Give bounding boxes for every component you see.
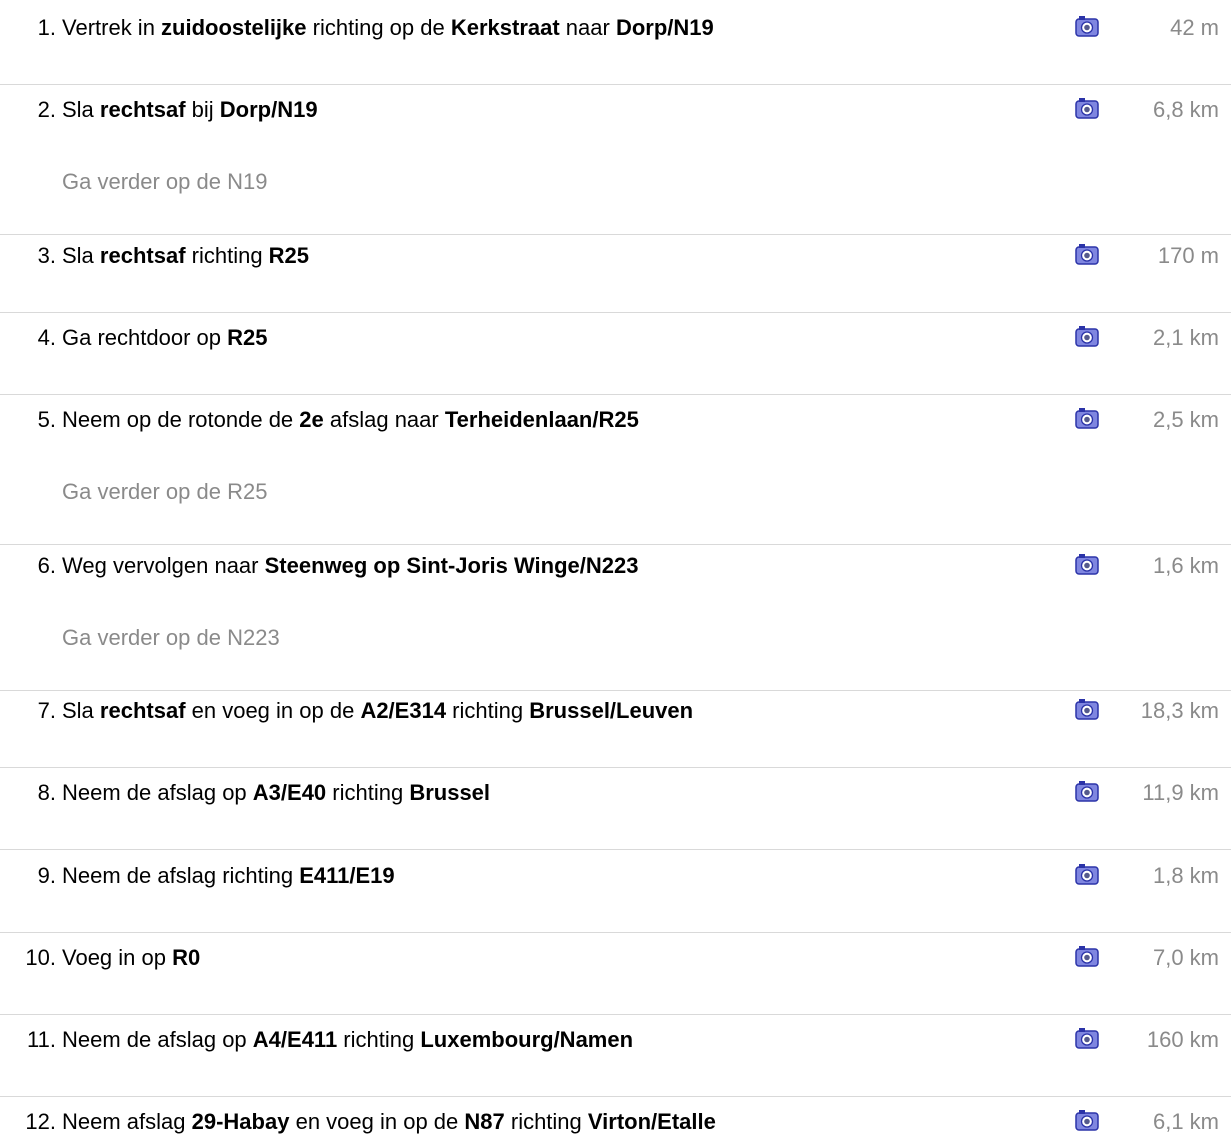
instruction-emphasis: N87 [464, 1109, 505, 1134]
instruction-emphasis: R25 [227, 325, 268, 350]
step-instruction [62, 1020, 633, 1060]
instruction-text: Neem de afslag op [62, 1027, 253, 1052]
step-number: 9. [37, 863, 56, 888]
camera-icon[interactable] [1075, 325, 1099, 347]
step-instruction [62, 1102, 716, 1140]
step-row[interactable] [0, 1102, 1231, 1140]
instruction-text: Voeg in op [62, 945, 173, 970]
instruction-text: Ga rechtdoor op [62, 325, 228, 350]
step-note: Ga verder op de R25 [62, 479, 268, 504]
step-number: 2. [37, 97, 56, 122]
step-note: Ga verder op de N19 [62, 169, 268, 194]
instruction-emphasis: Virton/Etalle [587, 1109, 716, 1134]
step-distance: 170 m [1157, 243, 1219, 268]
step-row[interactable] [0, 318, 1231, 358]
camera-icon[interactable] [1075, 15, 1099, 37]
step-number: 5. [37, 407, 56, 432]
step-number: 10. [25, 945, 56, 970]
instruction-text: richting op de [306, 15, 451, 40]
step-instruction [62, 938, 200, 978]
step-row[interactable] [0, 546, 1231, 586]
instruction-text: Neem op de rotonde de [62, 407, 300, 432]
step-distance: 18,3 km [1140, 698, 1219, 723]
step-instruction [62, 691, 693, 731]
step-divider [0, 932, 1231, 933]
step-distance: 1,6 km [1152, 553, 1219, 578]
step-number: 11. [27, 1027, 56, 1052]
instruction-emphasis: Dorp/N19 [219, 97, 318, 122]
step-divider [0, 767, 1231, 768]
step-row[interactable] [0, 691, 1231, 731]
instruction-text: Neem afslag [62, 1109, 192, 1134]
instruction-emphasis: Luxembourg/Namen [420, 1027, 634, 1052]
step-row[interactable] [0, 1020, 1231, 1060]
instruction-text: richting [446, 698, 530, 723]
instruction-emphasis: rechtsaf [99, 97, 186, 122]
camera-icon[interactable] [1075, 780, 1099, 802]
instruction-text: richting [337, 1027, 421, 1052]
step-distance: 2,1 km [1152, 325, 1219, 350]
step-number: 3. [37, 243, 56, 268]
step-divider [0, 544, 1231, 545]
step-row[interactable] [0, 856, 1231, 896]
step-divider [0, 234, 1231, 235]
instruction-text: afslag naar [323, 407, 445, 432]
step-divider [0, 1096, 1231, 1097]
instruction-emphasis: A4/E411 [252, 1027, 338, 1052]
camera-icon[interactable] [1075, 407, 1099, 429]
camera-icon[interactable] [1075, 1027, 1099, 1049]
step-number: 6. [37, 553, 56, 578]
step-row[interactable] [0, 400, 1231, 440]
step-row[interactable] [0, 236, 1231, 276]
instruction-emphasis: A3/E40 [252, 780, 327, 805]
instruction-text: en voeg in op de [185, 698, 361, 723]
instruction-emphasis: 29-Habay [191, 1109, 290, 1134]
step-divider [0, 1014, 1231, 1015]
step-distance: 2,5 km [1152, 407, 1219, 432]
instruction-text: Vertrek in [62, 15, 162, 40]
step-instruction [62, 546, 638, 586]
instruction-text: Sla [62, 698, 100, 723]
step-row[interactable] [0, 90, 1231, 130]
instruction-emphasis: R0 [172, 945, 201, 970]
instruction-emphasis: Brussel [409, 780, 491, 805]
instruction-emphasis: Terheidenlaan/R25 [444, 407, 639, 432]
camera-icon[interactable] [1075, 863, 1099, 885]
step-instruction [62, 236, 309, 276]
instruction-emphasis: Dorp/N19 [615, 15, 714, 40]
instruction-emphasis: rechtsaf [99, 698, 186, 723]
step-divider [0, 394, 1231, 395]
step-distance: 160 km [1146, 1027, 1219, 1052]
step-divider [0, 312, 1231, 313]
instruction-text: Sla [62, 243, 100, 268]
step-row[interactable] [0, 8, 1231, 48]
step-number: 8. [37, 780, 56, 805]
instruction-text: naar [559, 15, 616, 40]
camera-icon[interactable] [1075, 1109, 1099, 1131]
instruction-text: Neem de afslag op [62, 780, 253, 805]
step-distance: 42 m [1170, 15, 1219, 40]
camera-icon[interactable] [1075, 243, 1099, 265]
instruction-emphasis: E411/E19 [299, 863, 395, 888]
camera-icon[interactable] [1075, 553, 1099, 575]
step-distance: 11,9 km [1142, 780, 1219, 805]
step-instruction [62, 856, 395, 896]
step-instruction [62, 90, 318, 130]
step-note: Ga verder op de N223 [62, 625, 280, 650]
instruction-text: en voeg in op de [289, 1109, 465, 1134]
step-number: 4. [37, 325, 56, 350]
step-number: 7. [37, 698, 56, 723]
camera-icon[interactable] [1075, 698, 1099, 720]
step-distance: 7,0 km [1152, 945, 1219, 970]
instruction-emphasis: zuidoostelijke [161, 15, 307, 40]
instruction-text: richting [326, 780, 410, 805]
step-instruction [62, 8, 714, 48]
step-instruction [62, 773, 490, 813]
instruction-text: Weg vervolgen naar [62, 553, 265, 578]
instruction-text: richting [504, 1109, 588, 1134]
step-instruction [62, 318, 267, 358]
instruction-text: richting [185, 243, 269, 268]
step-number: 12. [25, 1109, 56, 1134]
instruction-emphasis: 2e [299, 407, 324, 432]
instruction-emphasis: Kerkstraat [450, 15, 560, 40]
instruction-emphasis: Brussel/Leuven [529, 698, 694, 723]
instruction-emphasis: rechtsaf [99, 243, 186, 268]
step-distance: 1,8 km [1152, 863, 1219, 888]
step-divider [0, 849, 1231, 850]
instruction-emphasis: A2/E314 [360, 698, 447, 723]
step-number: 1. [37, 15, 56, 40]
instruction-text: Sla [62, 97, 100, 122]
instruction-text: Neem de afslag richting [62, 863, 300, 888]
step-row[interactable] [0, 938, 1231, 978]
instruction-emphasis: Steenweg op Sint-Joris Winge/N223 [264, 553, 639, 578]
instruction-emphasis: R25 [268, 243, 310, 268]
step-distance: 6,1 km [1152, 1109, 1219, 1134]
instruction-text: bij [185, 97, 220, 122]
step-instruction [62, 400, 639, 440]
step-row[interactable] [0, 773, 1231, 813]
camera-icon[interactable] [1075, 945, 1099, 967]
camera-icon[interactable] [1075, 97, 1099, 119]
step-distance: 6,8 km [1152, 97, 1219, 122]
step-divider [0, 84, 1231, 85]
